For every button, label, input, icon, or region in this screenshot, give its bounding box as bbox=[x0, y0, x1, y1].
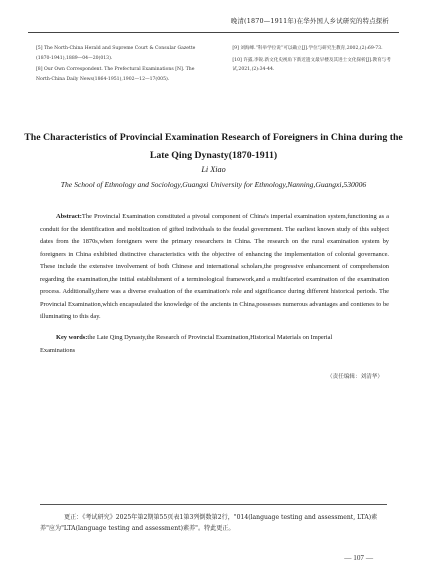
reference-item: [9] 刘海峰.“科举学位说”可以确立[J].学位与研究生教育,2002,(2):69-73. bbox=[232, 46, 383, 51]
running-header: 晚清(1870—1911年)在华外国人乡试研究的特点探析 bbox=[230, 17, 389, 25]
author-name: Li Xiao bbox=[201, 165, 226, 174]
keywords-text: the Late Qing Dynasty,the Research of Provincial Examination,Historical Materials on Imperial Examinations bbox=[40, 334, 333, 354]
keywords-label: Key words: bbox=[56, 334, 88, 341]
reference-item: [10] 许露,李锐.新文化史视角下新近遗文最早楼及其进士文化探析[J].教育与考试,2021,(2):34-44. bbox=[232, 57, 391, 73]
reference-item: [8] Our Own Correspondent. The Prefectural Examinations [N]. The North-China Daily News(1864-1951),1902—12—17(005). bbox=[36, 67, 195, 82]
header-divider bbox=[28, 32, 399, 33]
article-title: The Characteristics of Provincial Examination Research of Foreigners in China during the Late Qing Dynasty(1870-1911) bbox=[24, 132, 403, 161]
abstract-label: Abstract: bbox=[56, 213, 82, 220]
abstract-text: The Provincial Examination constituted a pivotal component of China's imperial examination system,functioning as a conduit for the identification and mobilization of gifted individuals to the feudal government. The earliest known study of this subject dates from the 1870s,when foreigners were the primary researchers in China. The research on the rural examination system by foreigners in China exhibited distinctive characteristics with the objective of enhancing the implementation of colonial governance. These include the extensive involvement of both Chinese and international scholars,the progressive enhancement of comprehension regarding the examination,the initial establishment of a terminological framework,and a multifaceted examination of the examination process. Additionally,there was a diverse evaluation of the examination's role and significance during different historical periods. The Provincial Examination,which encapsulated the knowledge of the ancients in China,possesses numerous advantages and contienes to be illuminating to this day. bbox=[40, 213, 389, 320]
page-number: — 107 — bbox=[344, 554, 373, 562]
author-affiliation: The School of Ethnology and Sociology,Guangxi University for Ethnology,Nanning,Guangxi,530006 bbox=[60, 180, 367, 189]
editor-note: （责任编辑：刘清华） bbox=[327, 374, 383, 380]
references-section bbox=[36, 44, 393, 86]
footer-divider bbox=[40, 504, 387, 505]
abstract-paragraph bbox=[40, 211, 389, 324]
erratum-notice: 更正：《考试研究》2025年第2期第55页表1第3列倒数第2行，"014(language testing and assessment, LTA)素养"应为"LTA(language testing and assessment)素养"。特此更正。 bbox=[40, 514, 378, 532]
keywords-paragraph bbox=[40, 332, 367, 357]
reference-item: [5] The North-China Herald and Supreme Court & Consular Gazette (1870-1941),1889—04—20(013). bbox=[36, 46, 196, 61]
references-right-column bbox=[232, 44, 393, 86]
references-left-column bbox=[36, 44, 197, 86]
